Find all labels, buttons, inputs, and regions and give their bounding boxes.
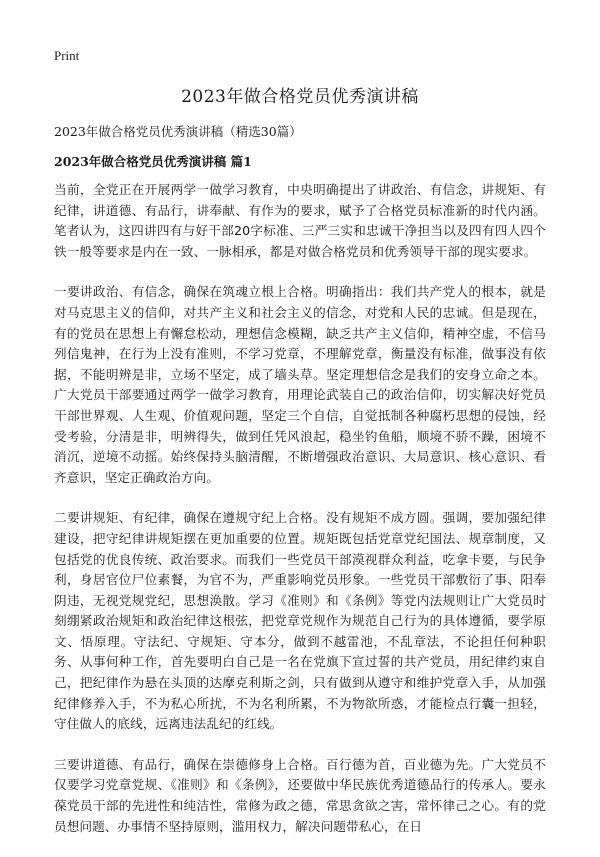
paragraph-1: 当前，全党正在开展两学一做学习教育，中央明确提出了讲政治、有信念，讲规矩、有纪律，讲道德、有品行，讲奉献、有作为的要求，赋予了合格党员标准新的时代内涵。笔者认为，这四讲四有与好干部20字标准、三严三实和忠诚干净担当以及四有四人四个铁一般等要求是内在一致、一脉相承，都是对做合格党员和优秀领导干部的现实要求。: [54, 182, 546, 259]
paragraph-3: 二要讲规矩、有纪律，确保在遵规守纪上合格。没有规矩不成方圆。强调，要加强纪律建设，把守纪律讲规矩摆在更加重要的位置。规矩既包括党章党纪国法、规章制度，又包括党的优良传统、政治要求。而我们一些党员干部漠视群众利益，吃拿卡要，与民争利，身居官位尸位素餐，为官不为，严重影响党员形象。一些党员干部敷衍了事、阳奉阴违，无视党规党纪，思想涣散。学习《准则》和《条例》等党内法规则让广大党员时刻绷紧政治规矩和政治纪律这根弦，把党章党规作为规范自己行为的具体遵循，要学原文、悟原理。守法纪、守规矩、守本分，做到不越雷池，不乱章法，不论担任何种职务、从事何种工作，首先要明白自己是一名在党旗下宣过誓的共产党员，用纪律约束自己，把纪律作为悬在头顶的达摩克利斯之剑，只有做到从遵守和维护党章入手，从加强纪律修养入手，不为私心所扰，不为名利所累，不为物欲所惑，才能检点行囊一担轻，守住做人的底线，远离违法乱纪的红线。: [54, 510, 546, 732]
paragraph-4: 三要讲道德、有品行，确保在崇德修身上合格。百行德为首，百业德为先。广大党员不仅要学习党章党规、《准则》和《条例》，还要做中华民族优秀道德品行的传承人。要永葆党员干部的先进性和纯洁性，常修为政之德，常思贪欲之害，常怀律己之心。有的党员想问题、办事情不坚持原则，滥用权力，解决问题带私心，在日: [54, 756, 546, 834]
page-title: 2023年做合格党员优秀演讲稿: [181, 87, 419, 107]
article-body: [54, 180, 546, 857]
document-subtitle: 2023年做合格党员优秀演讲稿（精选30篇）: [54, 124, 302, 139]
paragraph-2: 一要讲政治、有信念，确保在筑魂立根上合格。明确指出：我们共产党人的根本，就是对马克思主义的信仰，对共产主义和社会主义的信念，对党和人民的忠诚。但是现在，有的党员在思想上有懈怠松动，理想信念模糊，缺乏共产主义信仰，精神空虚，不信马列信鬼神，在行为上没有准则，不学习党章，不理解党章，衡量没有标准，做事没有依据，不能明辨是非，立场不坚定，成了墙头草。坚定理想信念是我们的安身立命之本。广大党员干部要通过两学一做学习教育，用理论武装自己的政治信仰，切实解决好党员干部世界观、人生观、价值观问题，坚定三个自信，自觉抵制各种腐朽思想的侵蚀，经受考验，分清是非，明辨得失，做到任凭风浪起，稳坐钓鱼船，顺境不骄不躁，困境不消沉，逆境不动摇。始终保持头脑清醒，不断增强政治意识、大局意识、核心意识、看齐意识，坚定正确政治方向。: [54, 284, 546, 485]
section-heading: 2023年做合格党员优秀演讲稿 篇1: [54, 154, 252, 169]
print-link[interactable]: Print: [54, 48, 80, 63]
